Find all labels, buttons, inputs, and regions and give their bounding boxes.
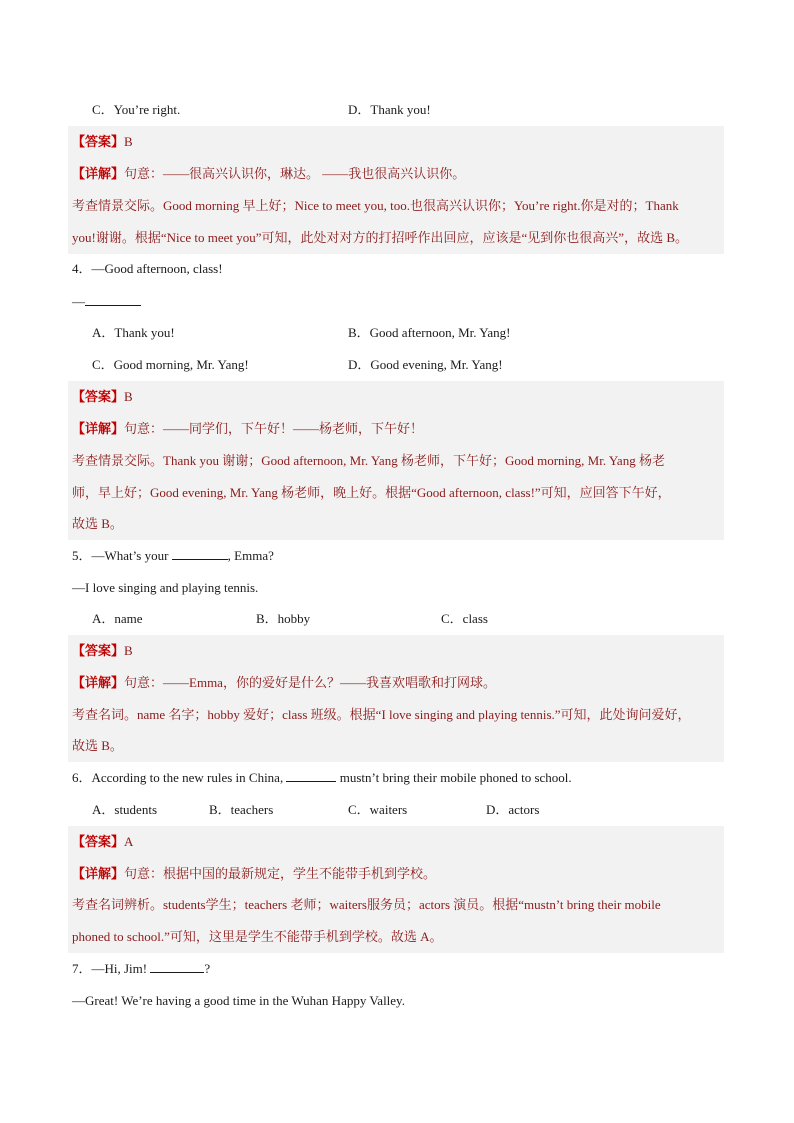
q7-reply: —Great! We’re having a good time in the Wuhan Happy Valley. — [72, 993, 405, 1008]
q4-option-d: D．Good evening, Mr. Yang! — [348, 357, 503, 372]
answer-value: B — [124, 643, 133, 658]
q4-reply — [72, 292, 141, 312]
stem-part-1: 6．According to the new rules in China, — [72, 770, 284, 785]
answer-tag: 【答案】 — [72, 134, 125, 149]
q7-stem — [72, 959, 210, 979]
q5-option-c: C．class — [441, 611, 488, 626]
answer-blank — [150, 959, 204, 973]
q4-detail-4: 故选 B。 — [72, 516, 123, 531]
q5-detail-3: 故选 B。 — [72, 738, 123, 753]
q4-detail-2: 考查情景交际。Thank you 谢谢；Good afternoon, Mr. Yang 杨老师，下午好；Good morning, Mr. Yang 杨老 — [72, 453, 665, 468]
q4-answer — [72, 387, 133, 407]
q4-detail-3: 师，早上好；Good evening, Mr. Yang 杨老师，晚上好。根据“Good afternoon, class!”可知，应回答下午好， — [72, 485, 671, 500]
q3-detail-2: 考查情景交际。Good morning 早上好；Nice to meet you, too.也很高兴认识你；You’re right.你是对的；Thank — [72, 198, 679, 213]
detail-text: 句意：——同学们，下午好！——杨老师，下午好！ — [124, 421, 424, 436]
answer-value: B — [124, 134, 133, 149]
detail-tag: 【详解】 — [72, 421, 125, 436]
detail-tag: 【详解】 — [72, 675, 125, 690]
answer-tag: 【答案】 — [72, 389, 125, 404]
stem-part-2: ? — [204, 961, 211, 976]
q5-answer-box — [68, 635, 724, 762]
answer-value: B — [124, 389, 133, 404]
q4-stem: 4．—Good afternoon, class! — [72, 261, 223, 276]
q6-option-d: D．actors — [486, 802, 540, 817]
q6-option-b: B．teachers — [209, 802, 274, 817]
q6-detail-3: phoned to school.”可知，这里是学生不能带手机到学校。故选 A。 — [72, 929, 443, 944]
q3-option-c: C．You’re right. — [92, 102, 181, 117]
detail-tag: 【详解】 — [72, 866, 125, 881]
answer-tag: 【答案】 — [72, 834, 125, 849]
q5-option-b: B．hobby — [256, 611, 311, 626]
q6-answer — [72, 832, 133, 852]
q6-option-c: C．waiters — [348, 802, 408, 817]
q6-detail-1 — [72, 864, 436, 884]
answer-tag: 【答案】 — [72, 643, 125, 658]
q6-stem — [72, 768, 572, 788]
q4-option-c: C．Good morning, Mr. Yang! — [92, 357, 249, 372]
q3-detail-3: you!谢谢。根据“Nice to meet you”可知，此处对对方的打招呼作出回应，应该是“见到你也很高兴”，故选 B。 — [72, 230, 688, 245]
q6-option-a: A．students — [92, 802, 158, 817]
q3-option-d: D．Thank you! — [348, 102, 431, 117]
reply-dash: — — [72, 294, 85, 309]
q4-option-a: A．Thank you! — [92, 325, 175, 340]
q3-answer — [72, 132, 133, 152]
stem-part-1: 5．—What’s your — [72, 548, 169, 563]
q5-detail-1 — [72, 673, 496, 693]
q5-reply: —I love singing and playing tennis. — [72, 580, 259, 595]
answer-value: A — [124, 834, 134, 849]
stem-part-2: mustn’t bring their mobile phoned to school. — [339, 770, 572, 785]
detail-text: 句意：——Emma，你的爱好是什么？——我喜欢唱歌和打网球。 — [124, 675, 496, 690]
q4-option-b: B．Good afternoon, Mr. Yang! — [348, 325, 511, 340]
q3-detail-1 — [72, 164, 465, 184]
q4-detail-1 — [72, 419, 423, 439]
q5-stem — [72, 546, 274, 566]
q5-option-a: A．name — [92, 611, 143, 626]
answer-blank — [286, 768, 336, 782]
answer-blank — [85, 292, 141, 306]
stem-part-1: 7．—Hi, Jim! — [72, 961, 148, 976]
q6-detail-2: 考查名词辨析。students学生；teachers 老师；waiters服务员；actors 演员。根据“mustn’t bring their mobile — [72, 897, 661, 912]
q5-answer — [72, 641, 133, 661]
q5-detail-2: 考查名词。name 名字；hobby 爱好；class 班级。根据“I love singing and playing tennis.”可知，此处询问爱好， — [72, 707, 691, 722]
detail-text: 句意：——很高兴认识你，琳达。 ——我也很高兴认识你。 — [124, 166, 466, 181]
detail-text: 句意：根据中国的最新规定，学生不能带手机到学校。 — [124, 866, 437, 881]
detail-tag: 【详解】 — [72, 166, 125, 181]
answer-blank — [172, 546, 228, 560]
stem-part-2: , Emma? — [227, 548, 274, 563]
